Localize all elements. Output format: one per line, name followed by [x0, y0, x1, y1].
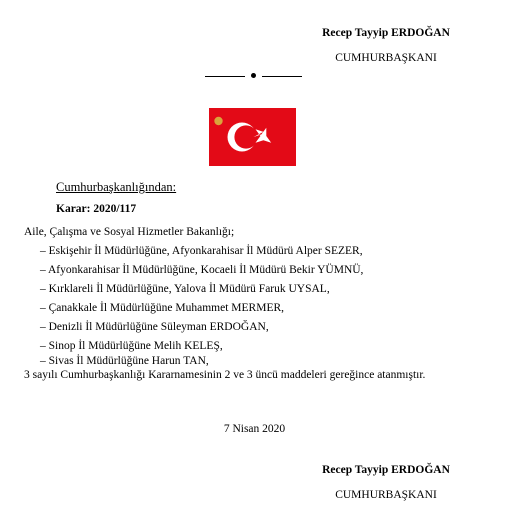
appointment-item: – Afyonkarahisar İl Müdürlüğüne, Kocaeli İl Müdürü Bekir YÜMNÜ,: [40, 264, 364, 276]
document-date: 7 Nisan 2020: [223, 423, 286, 435]
appointment-item: – Sivas İl Müdürlüğüne Harun TAN,: [40, 355, 209, 367]
header-signer-title: CUMHURBAŞKANI: [335, 52, 437, 64]
header-divider: [205, 70, 302, 82]
footer-signer-name: Recep Tayyip ERDOĞAN: [322, 464, 450, 476]
issuer-heading: Cumhurbaşkanlığından:: [56, 180, 177, 194]
header-signer-name: Recep Tayyip ERDOĞAN: [322, 27, 450, 39]
appointment-item: – Kırklareli İl Müdürlüğüne, Yalova İl Müdürü Faruk UYSAL,: [40, 283, 330, 295]
appointment-item: – Çanakkale İl Müdürlüğüne Muhammet MERMER,: [40, 302, 285, 314]
appointment-item: – Sinop İl Müdürlüğüne Melih KELEŞ,: [40, 340, 223, 352]
appointment-item: – Denizli İl Müdürlüğüne Süleyman ERDOĞAN,: [40, 321, 269, 333]
turkish-flag-icon: [209, 108, 296, 166]
ministry-intro: Aile, Çalışma ve Sosyal Hizmetler Bakanlığı;: [24, 226, 235, 238]
appointment-item: – Eskişehir İl Müdürlüğüne, Afyonkarahisar İl Müdürü Alper SEZER,: [40, 245, 363, 257]
closing-statement: 3 sayılı Cumhurbaşkanlığı Kararnamesinin 2 ve 3 üncü maddeleri gereğince atanmıştır.: [24, 369, 426, 381]
decision-number: Karar: 2020/117: [56, 203, 137, 215]
footer-signer-title: CUMHURBAŞKANI: [335, 489, 437, 501]
